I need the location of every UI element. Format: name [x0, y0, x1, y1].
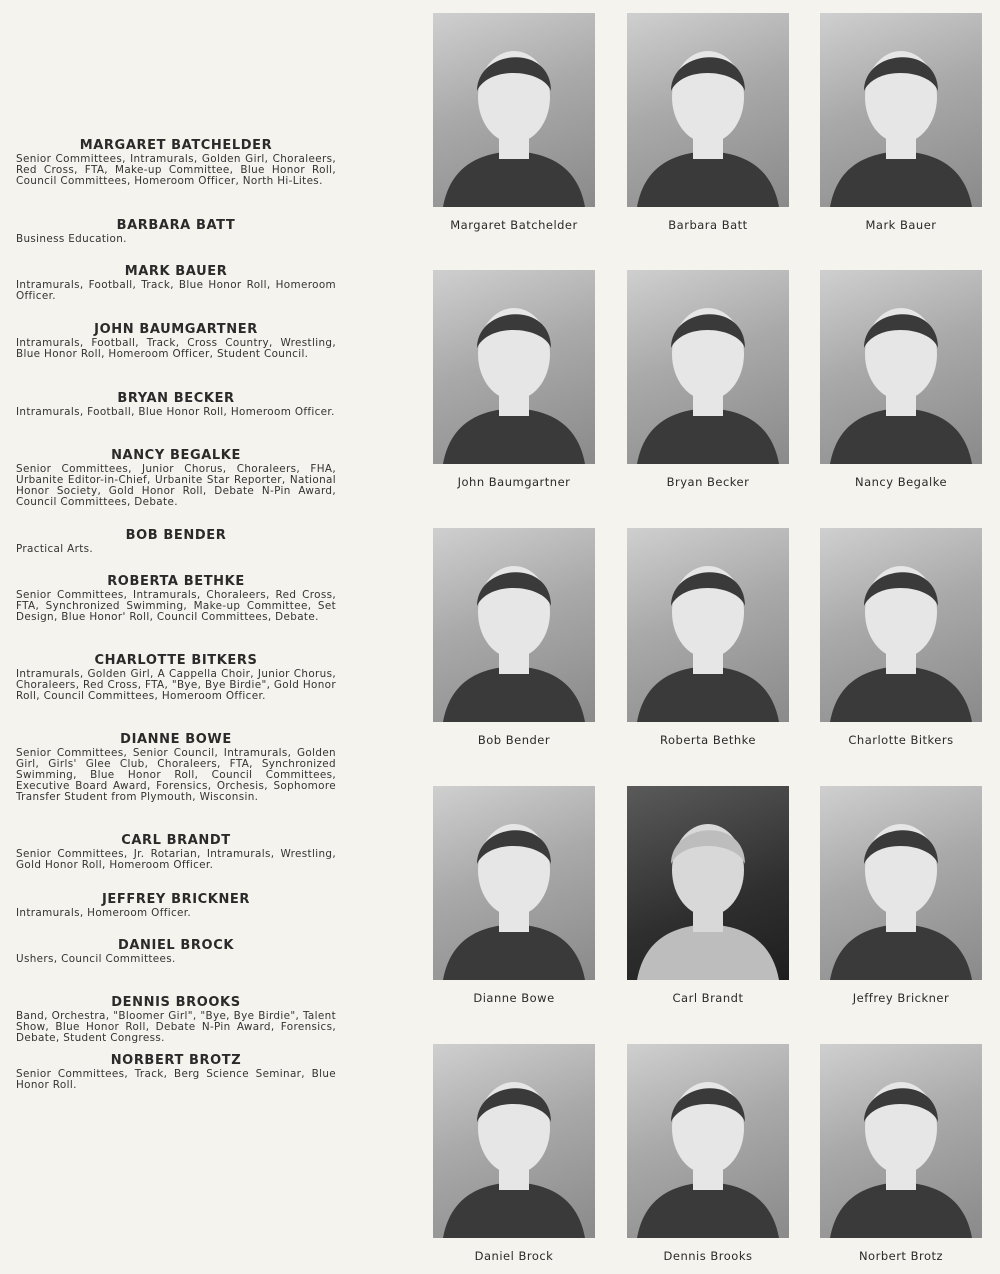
portrait-caption: Norbert Brotz	[858, 1249, 944, 1263]
student-portrait-photo	[627, 13, 789, 207]
student-name: CHARLOTTE BITKERS	[94, 653, 258, 668]
student-entry	[16, 574, 336, 623]
student-name: DENNIS BROOKS	[111, 995, 241, 1010]
portrait-caption: Charlotte Bitkers	[848, 733, 954, 747]
student-portrait-photo	[627, 528, 789, 722]
student-name: NORBERT BROTZ	[110, 1053, 242, 1068]
student-portrait-photo	[627, 270, 789, 464]
student-activities: Senior Committees, Track, Berg Science Seminar, Blue Honor Roll.	[16, 1068, 336, 1091]
portrait-caption: Dianne Bowe	[473, 991, 555, 1005]
student-portrait-photo	[433, 786, 595, 980]
student-entry	[16, 1053, 336, 1091]
student-entry	[16, 938, 336, 965]
student-entry	[16, 995, 336, 1044]
student-activities: Senior Committees, Junior Chorus, Choraleers, FHA, Urbanite Editor-in-Chief, Urbanite Star Reporter, National Honor Society, Gold Honor Roll, Debate N-Pin Award, Council Committees, Debate.	[16, 463, 336, 508]
student-portrait-photo	[627, 786, 789, 980]
student-portrait-photo	[820, 528, 982, 722]
student-name: BRYAN BECKER	[117, 391, 235, 406]
portrait-caption: Margaret Batchelder	[450, 218, 578, 232]
student-portrait-photo	[433, 1044, 595, 1238]
student-activities: Practical Arts.	[16, 543, 94, 555]
student-activities: Intramurals, Football, Blue Honor Roll, Homeroom Officer.	[16, 406, 335, 418]
student-entry	[16, 732, 336, 803]
student-name: JEFFREY BRICKNER	[101, 892, 251, 907]
student-entry	[16, 528, 336, 555]
student-name: NANCY BEGALKE	[111, 448, 241, 463]
student-entry	[16, 264, 336, 302]
portrait-caption: Carl Brandt	[672, 991, 744, 1005]
student-activities: Senior Committees, Jr. Rotarian, Intramurals, Wrestling, Gold Honor Roll, Homeroom Officer.	[16, 848, 336, 871]
portrait-caption: Daniel Brock	[474, 1249, 554, 1263]
student-name: BARBARA BATT	[116, 218, 236, 233]
student-portrait-photo	[820, 1044, 982, 1238]
portrait-caption: Jeffrey Brickner	[852, 991, 950, 1005]
student-entry	[16, 138, 336, 187]
student-name: DANIEL BROCK	[117, 938, 235, 953]
portrait-caption: Mark Bauer	[865, 218, 937, 232]
student-name: JOHN BAUMGARTNER	[94, 322, 258, 337]
student-activities: Intramurals, Football, Track, Cross Country, Wrestling, Blue Honor Roll, Homeroom Officer, Student Council.	[16, 337, 336, 360]
student-entry	[16, 833, 336, 871]
student-portrait-photo	[820, 270, 982, 464]
student-portrait-photo	[433, 528, 595, 722]
student-name: BOB BENDER	[125, 528, 227, 543]
student-activities: Intramurals, Golden Girl, A Cappella Choir, Junior Chorus, Choraleers, Red Cross, FTA, "Bye, Bye Birdie", Gold Honor Roll, Council Committees, Homeroom Officer.	[16, 668, 336, 702]
student-entry	[16, 218, 336, 245]
student-activities: Senior Committees, Intramurals, Golden Girl, Choraleers, Red Cross, FTA, Make-up Committee, Blue Honor Roll, Council Committees, Homeroom Officer, North Hi-Lites.	[16, 153, 336, 187]
portrait-caption: Barbara Batt	[668, 218, 748, 232]
portrait-caption: Bryan Becker	[666, 475, 750, 489]
student-activities: Senior Committees, Intramurals, Choraleers, Red Cross, FTA, Synchronized Swimming, Make-up Committee, Set Design, Blue Honor' Roll, Council Committees, Debate.	[16, 589, 336, 623]
student-activities: Senior Committees, Senior Council, Intramurals, Golden Girl, Girls' Glee Club, Choraleers, FTA, Synchronized Swimming, Blue Honor Roll, Council Committees, Executive Board Award, Forensics, Orchesis, Sophomore Transfer Student from Plymouth, Wisconsin.	[16, 747, 336, 803]
student-name: CARL BRANDT	[121, 833, 231, 848]
student-activities: Ushers, Council Committees.	[16, 953, 176, 965]
student-portrait-photo	[433, 13, 595, 207]
student-activities: Intramurals, Football, Track, Blue Honor Roll, Homeroom Officer.	[16, 279, 336, 302]
student-entry	[16, 653, 336, 702]
student-entry	[16, 448, 336, 508]
portrait-caption: Dennis Brooks	[663, 1249, 753, 1263]
student-activities: Intramurals, Homeroom Officer.	[16, 907, 192, 919]
student-activities: Business Education.	[16, 233, 127, 245]
student-portrait-photo	[433, 270, 595, 464]
student-portrait-photo	[820, 13, 982, 207]
student-portrait-photo	[627, 1044, 789, 1238]
portrait-caption: Nancy Begalke	[854, 475, 948, 489]
student-entry	[16, 892, 336, 919]
portrait-caption: Roberta Bethke	[660, 733, 756, 747]
student-name: DIANNE BOWE	[120, 732, 232, 747]
student-activities: Band, Orchestra, "Bloomer Girl", "Bye, Bye Birdie", Talent Show, Blue Honor Roll, Debate N-Pin Award, Forensics, Debate, Student Congress.	[16, 1010, 336, 1044]
student-name: MARGARET BATCHELDER	[79, 138, 273, 153]
student-portrait-photo	[820, 786, 982, 980]
portrait-caption: Bob Bender	[477, 733, 551, 747]
student-entry	[16, 391, 336, 418]
student-entry	[16, 322, 336, 360]
student-name: MARK BAUER	[124, 264, 228, 279]
portrait-caption: John Baumgartner	[457, 475, 571, 489]
student-name: ROBERTA BETHKE	[107, 574, 245, 589]
